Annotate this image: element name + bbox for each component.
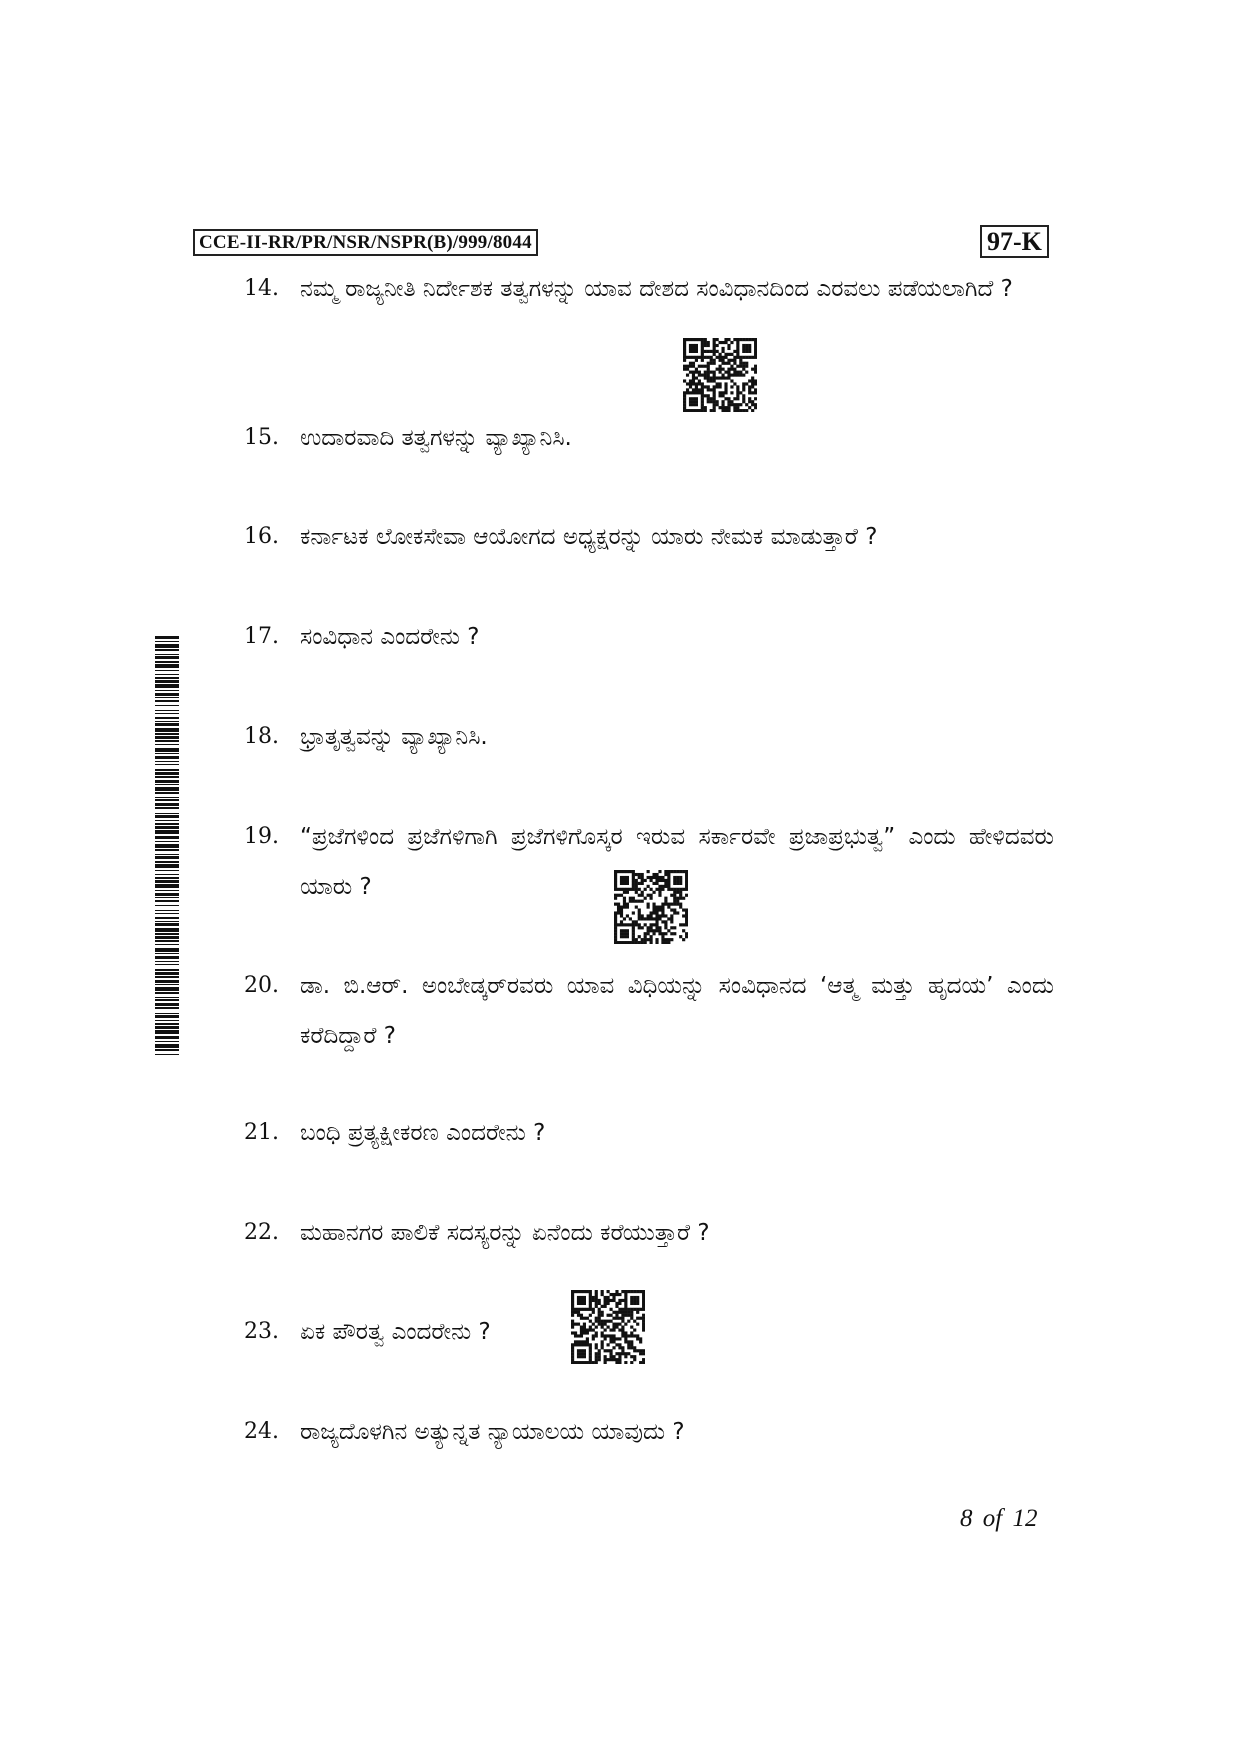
- question-20: [244, 961, 1054, 1061]
- question-number: 19.: [244, 824, 279, 849]
- question-24: [244, 1407, 1054, 1457]
- exam-code-box: CCE-II-RR/PR/NSR/NSPR(B)/999/8044: [193, 229, 538, 256]
- question-text: ನಮ್ಮ ರಾಜ್ಯನೀತಿ ನಿರ್ದೇಶಕ ತತ್ವಗಳನ್ನು ಯಾವ ದೇಶದ ಸಂವಿಧಾನದಿಂದ ಎರವಲು ಪಡೆಯಲಾಗಿದೆ ?: [300, 276, 1013, 302]
- question-number: 21.: [244, 1120, 279, 1145]
- question-17: [244, 612, 1054, 662]
- question-text: ಸಂವಿಧಾನ ಎಂದರೇನು ?: [300, 624, 480, 650]
- question-number: 15.: [244, 425, 279, 450]
- question-18: [244, 712, 1054, 762]
- qr-code-image: [571, 1290, 645, 1364]
- question-15: [244, 413, 1054, 463]
- question-23: [244, 1307, 1054, 1357]
- question-number: 22.: [244, 1220, 279, 1245]
- question-text: ಏಕ ಪೌರತ್ವ ಎಂದರೇನು ?: [300, 1319, 491, 1345]
- question-text: ಮಹಾನಗರ ಪಾಲಿಕೆ ಸದಸ್ಯರನ್ನು ಏನೆಂದು ಕರೆಯುತ್ತಾರೆ ?: [300, 1220, 710, 1246]
- question-text: ರಾಜ್ಯದೊಳಗಿನ ಅತ್ಯುನ್ನತ ನ್ಯಾಯಾಲಯ ಯಾವುದು ?: [300, 1419, 685, 1445]
- question-21: [244, 1108, 1054, 1158]
- question-22: [244, 1208, 1054, 1258]
- question-16: [244, 512, 1054, 562]
- question-number: 24.: [244, 1419, 279, 1444]
- qr-code-image: [614, 870, 688, 944]
- question-text: ಕರ್ನಾಟಕ ಲೋಕಸೇವಾ ಆಯೋಗದ ಅಧ್ಯಕ್ಷರನ್ನು ಯಾರು ನೇಮಕ ಮಾಡುತ್ತಾರೆ ?: [300, 524, 878, 550]
- subject-code-box: 97-K: [980, 225, 1049, 258]
- question-text: ಉದಾರವಾದಿ ತತ್ವಗಳನ್ನು ವ್ಯಾಖ್ಯಾನಿಸಿ.: [300, 425, 572, 451]
- question-number: 14.: [244, 276, 279, 301]
- question-number: 23.: [244, 1319, 279, 1344]
- question-text: ಡಾ. ಬಿ.ಆರ್. ಅಂಬೇಡ್ಕರ್‌ರವರು ಯಾವ ವಿಧಿಯನ್ನು ಸಂವಿಧಾನದ ‘ಆತ್ಮ ಮತ್ತು ಹೃದಯ’ ಎಂದು ಕರೆದಿದ್ದಾರೆ ?: [300, 973, 1054, 1049]
- question-14: [244, 264, 1054, 314]
- page-number: 8 of 12: [960, 1505, 1038, 1532]
- question-number: 18.: [244, 724, 279, 749]
- question-number: 17.: [244, 624, 279, 649]
- question-text: “ಪ್ರಜೆಗಳಿಂದ ಪ್ರಜೆಗಳಿಗಾಗಿ ಪ್ರಜೆಗಳಿಗೊಸ್ಕರ ಇರುವ ಸರ್ಕಾರವೇ ಪ್ರಜಾಪ್ರಭುತ್ವ” ಎಂದು ಹೇಳಿದವರು ಯಾರು ?: [300, 824, 1054, 900]
- question-text: ಬಂಧಿ ಪ್ರತ್ಯಕ್ಷೀಕರಣ ಎಂದರೇನು ?: [300, 1120, 546, 1146]
- question-text: ಭ್ರಾತೃತ್ವವನ್ನು ವ್ಯಾಖ್ಯಾನಿಸಿ.: [300, 724, 488, 750]
- question-number: 16.: [244, 524, 279, 549]
- question-number: 20.: [244, 973, 279, 998]
- barcode-image: [155, 636, 179, 1056]
- qr-code-image: [683, 338, 757, 412]
